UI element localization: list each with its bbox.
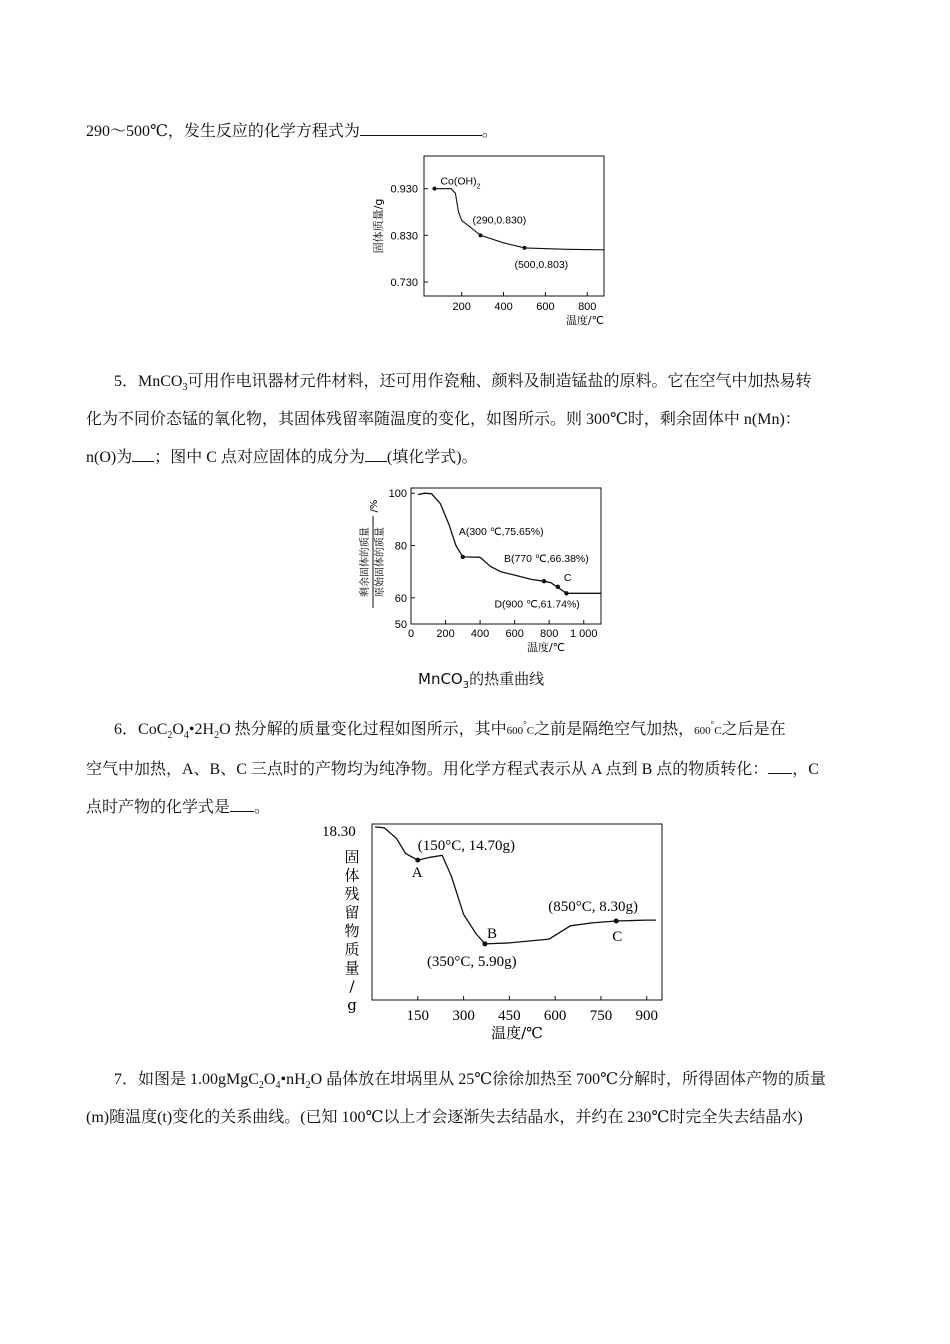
- q5-number: 5．: [114, 373, 139, 390]
- q6-t4: O 热分解的质量变化过程如图所示，其中: [219, 721, 507, 738]
- q4-text-end: 。: [481, 123, 498, 140]
- x-tick-label: 1 000: [569, 628, 598, 640]
- y-axis-unit: /%: [369, 499, 380, 513]
- caption-sub: 3: [462, 680, 470, 691]
- y-axis-label-char: /: [349, 977, 355, 996]
- data-point: [522, 246, 526, 250]
- y-tick-label: 0.830: [390, 230, 418, 243]
- data-point: [556, 585, 560, 589]
- series-line: [418, 493, 601, 593]
- point-label: A(300 ℃,75.65%): [458, 525, 544, 538]
- q7-s3: 2: [305, 1080, 311, 1092]
- x-axis-label: 温度/℃: [491, 1024, 543, 1042]
- q6-deg-b: °: [710, 719, 715, 730]
- chart-cooh2-mass: [368, 150, 618, 330]
- q7-t2: O: [263, 1071, 276, 1088]
- q7-s2: 4: [275, 1080, 281, 1092]
- q6-text-2a: 空气中加热，A、B、C 三点时的产物均为纯净物。用化学方程式表示从 A 点到 B 点的物质转化：: [86, 761, 769, 778]
- y-tick-label: 80: [394, 540, 407, 553]
- q6-c-b: C: [714, 725, 722, 737]
- x-tick-label: 200: [436, 628, 455, 640]
- data-point: [415, 858, 420, 863]
- q6-s3: 2: [214, 730, 220, 742]
- chart-cooxalate-mass: [320, 820, 670, 1045]
- x-tick-label: 600: [505, 628, 524, 640]
- x-tick-label: 900: [635, 1008, 658, 1024]
- q7-line-1: [114, 1066, 826, 1091]
- point-label: (850°C, 8.30g): [548, 899, 638, 916]
- q5-text-3c: (填化学式)。: [386, 449, 478, 466]
- point-label: (500,0.803): [514, 258, 569, 271]
- q5-text-1b: 可用作电讯器材元件材料，还可用作瓷釉、颜料及制造锰盐的原料。它在空气中加热易转: [187, 373, 812, 390]
- x-tick-label: 400: [494, 301, 513, 313]
- q6-answer-blank-1[interactable]: [768, 759, 792, 774]
- q6-answer-blank-2[interactable]: [230, 797, 254, 812]
- point-label: B(770 ℃,66.38%): [504, 553, 589, 566]
- chart-cooxalate-svg: [320, 820, 670, 1045]
- chart-mnco3-caption: [418, 668, 544, 691]
- y-axis-label-char: 留: [344, 903, 360, 922]
- point-label: (350°C, 5.90g): [426, 953, 517, 970]
- x-tick-label: 200: [452, 301, 471, 313]
- x-tick-label: 800: [540, 628, 559, 640]
- q7-t1: 如图是 1.00gMgC: [138, 1071, 259, 1088]
- data-point: [432, 187, 436, 191]
- q6-s2: 4: [183, 730, 189, 742]
- x-tick-label: 750: [589, 1008, 613, 1024]
- y-axis-label-char: 物: [344, 922, 360, 940]
- caption-a: MnCO: [418, 670, 463, 688]
- x-tick-label: 0: [407, 628, 415, 640]
- q4-text: 290～500℃，发生反应的化学方程式为: [86, 123, 360, 140]
- q7-t3: •nH: [280, 1071, 306, 1088]
- y-axis-label-char: g: [347, 996, 357, 1014]
- q6-number: 6．: [114, 721, 139, 738]
- y-axis-label-char: 残: [344, 885, 360, 903]
- q4-text-line: [86, 118, 498, 141]
- q6-600a: 600: [506, 725, 524, 737]
- x-tick-label: 450: [498, 1008, 521, 1024]
- chart-mnco3-residue: [355, 484, 615, 654]
- q6-t6: 之后是在: [721, 721, 786, 738]
- q6-text-3a: 点时产物的化学式是: [86, 799, 231, 816]
- y-axis-label-numerator: 剩余固体的质量: [360, 527, 371, 597]
- q6-t5: 之前是隔绝空气加热，: [534, 721, 695, 738]
- point-label: C: [563, 571, 572, 584]
- y-tick-label: 18.30: [322, 823, 356, 840]
- q6-deg-a: °: [523, 719, 527, 730]
- q5-line-3: [86, 444, 478, 467]
- q6-600b: 600: [694, 725, 711, 737]
- y-axis-label-char: 固: [344, 848, 360, 866]
- data-point: [479, 233, 483, 237]
- q5-text-1a: MnCO: [138, 373, 183, 390]
- y-tick-label: 0.930: [390, 183, 418, 196]
- x-tick-label: 150: [406, 1008, 430, 1024]
- y-tick-label: 0.730: [390, 277, 418, 289]
- q6-t2: O: [172, 721, 184, 738]
- q5-text-2: 化为不同价态锰的氧化物，其固体残留率随温度的变化，如图所示。则 300℃时，剩余固体中 n(Mn)：: [86, 411, 801, 428]
- data-point: [564, 591, 568, 595]
- x-tick-label: 300: [452, 1008, 475, 1024]
- x-axis-label: 温度/℃: [526, 641, 566, 654]
- point-label-sub: 2: [476, 183, 481, 191]
- q6-text-3b: 。: [254, 799, 271, 816]
- q7-t4: O 晶体放在坩埚里从 25℃徐徐加热至 700℃分解时，所得固体产物的质量: [310, 1071, 826, 1088]
- q7-s1: 2: [258, 1080, 264, 1092]
- q5-sub: 3: [182, 382, 188, 394]
- q6-text-2b: ，C: [792, 761, 819, 778]
- q7-text-2: (m)随温度(t)变化的关系曲线。(已知 100℃以上才会逐渐失去结晶水，并约在 230℃时完全失去结晶水): [86, 1109, 803, 1126]
- q6-c-a: C: [526, 725, 535, 737]
- point-label: (150°C, 14.70g): [417, 838, 516, 855]
- q5-text-3a: n(O)为: [86, 449, 133, 466]
- point-name: C: [612, 929, 623, 946]
- q6-line-1: [114, 716, 786, 741]
- chart-cooh2-svg: [368, 150, 618, 330]
- q6-line-2: [86, 756, 819, 779]
- point-label: D(900 ℃,61.74%): [494, 598, 580, 611]
- point-label: $Co(OH)_2$: [440, 175, 481, 191]
- q6-line-3: [86, 794, 270, 817]
- point-label: (290,0.830): [472, 214, 527, 227]
- data-point: [542, 579, 546, 583]
- y-axis-label-char: 质: [344, 940, 360, 959]
- q7-number: 7．: [114, 1071, 139, 1088]
- x-tick-label: 600: [543, 1008, 567, 1024]
- q5-line-2: [86, 406, 801, 429]
- y-axis-label-denominator: 原始固体的质量: [375, 527, 386, 597]
- y-tick-label: 60: [394, 592, 407, 605]
- data-point: [461, 555, 465, 559]
- y-tick-label: 100: [388, 488, 407, 501]
- y-axis-label-char: 量: [344, 959, 360, 977]
- q7-line-2: [86, 1104, 803, 1127]
- y-axis-label-char: 体: [344, 866, 360, 885]
- q5-line-1: [114, 368, 811, 393]
- caption-b: 的热重曲线: [469, 670, 545, 688]
- y-axis-label: 固体质量/g: [372, 198, 385, 254]
- q5-text-3b: ；图中 C 点对应固体的成分为: [154, 449, 365, 466]
- q6-t3: •2H: [188, 721, 215, 738]
- x-axis-label: 温度/℃: [565, 314, 604, 327]
- y-tick-label: 50: [394, 619, 407, 631]
- data-point: [482, 941, 487, 946]
- q4-answer-blank[interactable]: [360, 121, 482, 136]
- x-tick-label: 800: [578, 301, 597, 313]
- data-point: [614, 919, 619, 924]
- chart-mnco3-svg: [355, 484, 615, 654]
- q6-t1: CoC: [138, 721, 168, 738]
- point-name: A: [411, 865, 423, 882]
- q5-answer-blank-2[interactable]: [365, 447, 387, 462]
- q6-s1: 2: [167, 730, 173, 742]
- x-tick-label: 400: [470, 628, 490, 640]
- x-tick-label: 600: [536, 301, 555, 313]
- q5-answer-blank-1[interactable]: [132, 447, 154, 462]
- point-name: B: [486, 925, 497, 942]
